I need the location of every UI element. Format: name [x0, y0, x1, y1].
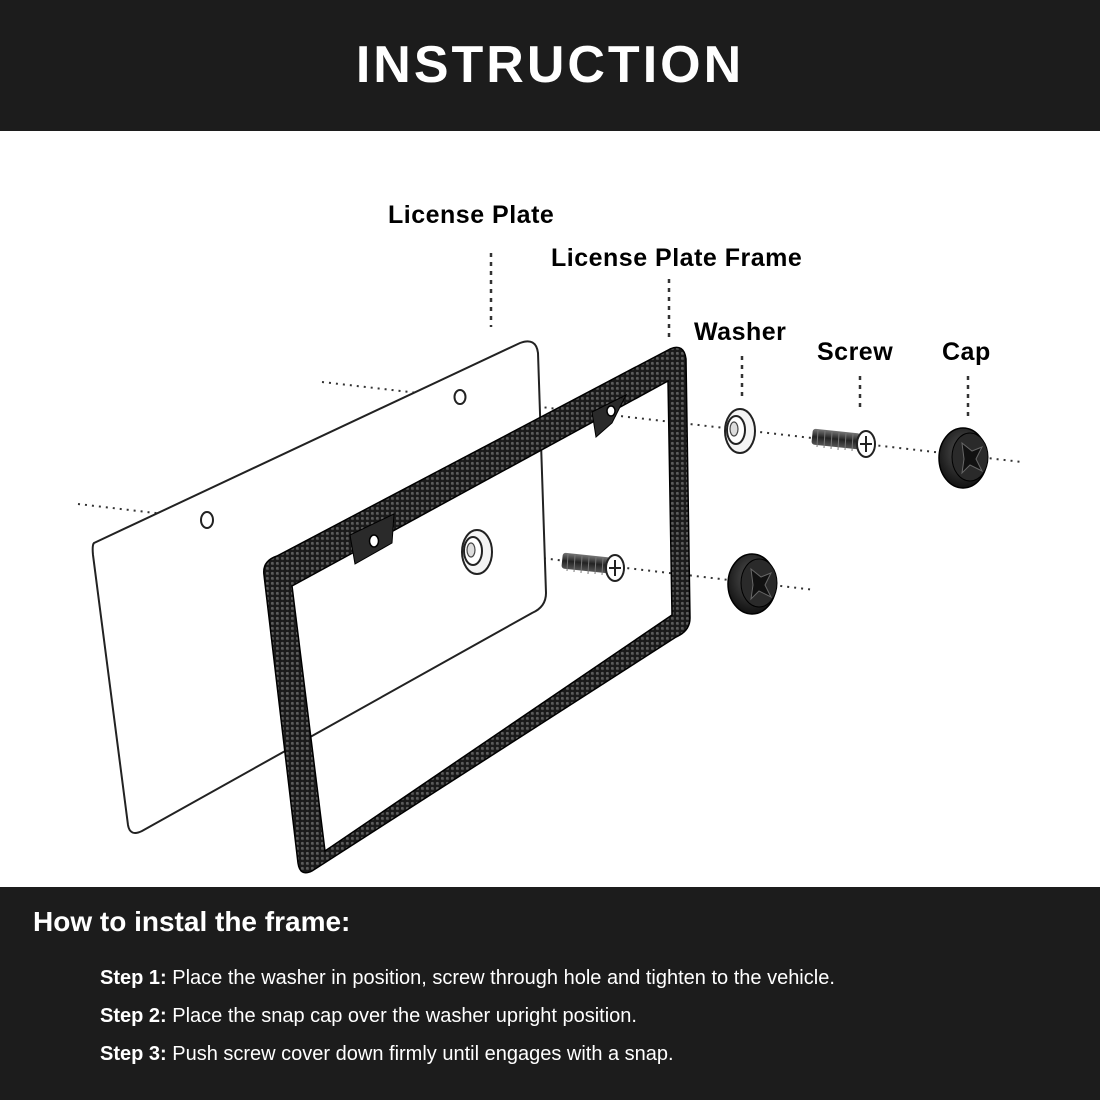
instructions-panel [0, 887, 1100, 1100]
label-cap: Cap [942, 338, 991, 366]
step-1 [100, 967, 835, 990]
screw-top [811, 429, 875, 457]
washer-bottom [462, 530, 492, 574]
step-2-label: Step 2: [100, 1005, 167, 1027]
washer-top [725, 409, 755, 453]
cap-top [939, 428, 988, 488]
cap-bottom [728, 554, 777, 614]
step-2 [100, 1005, 637, 1028]
instructions-title: How to instal the frame: [33, 906, 351, 937]
exploded-diagram [0, 131, 1100, 887]
screw-bottom [561, 553, 624, 581]
step-2-text: Place the snap cap over the washer upright position. [172, 1005, 637, 1027]
step-3-label: Step 3: [100, 1043, 167, 1065]
step-1-text: Place the washer in position, screw through hole and tighten to the vehicle. [172, 967, 835, 989]
label-license-plate: License Plate [388, 201, 555, 229]
header-bar [0, 0, 1100, 131]
diagram-drawing [0, 131, 1100, 887]
label-screw: Screw [817, 338, 894, 366]
step-1-label: Step 1: [100, 967, 167, 989]
label-washer: Washer [694, 318, 787, 346]
page-title: INSTRUCTION [355, 35, 745, 94]
label-license-plate-frame: License Plate Frame [551, 244, 803, 272]
step-3 [100, 1043, 674, 1066]
step-3-text: Push screw cover down firmly until engages with a snap. [172, 1043, 674, 1065]
